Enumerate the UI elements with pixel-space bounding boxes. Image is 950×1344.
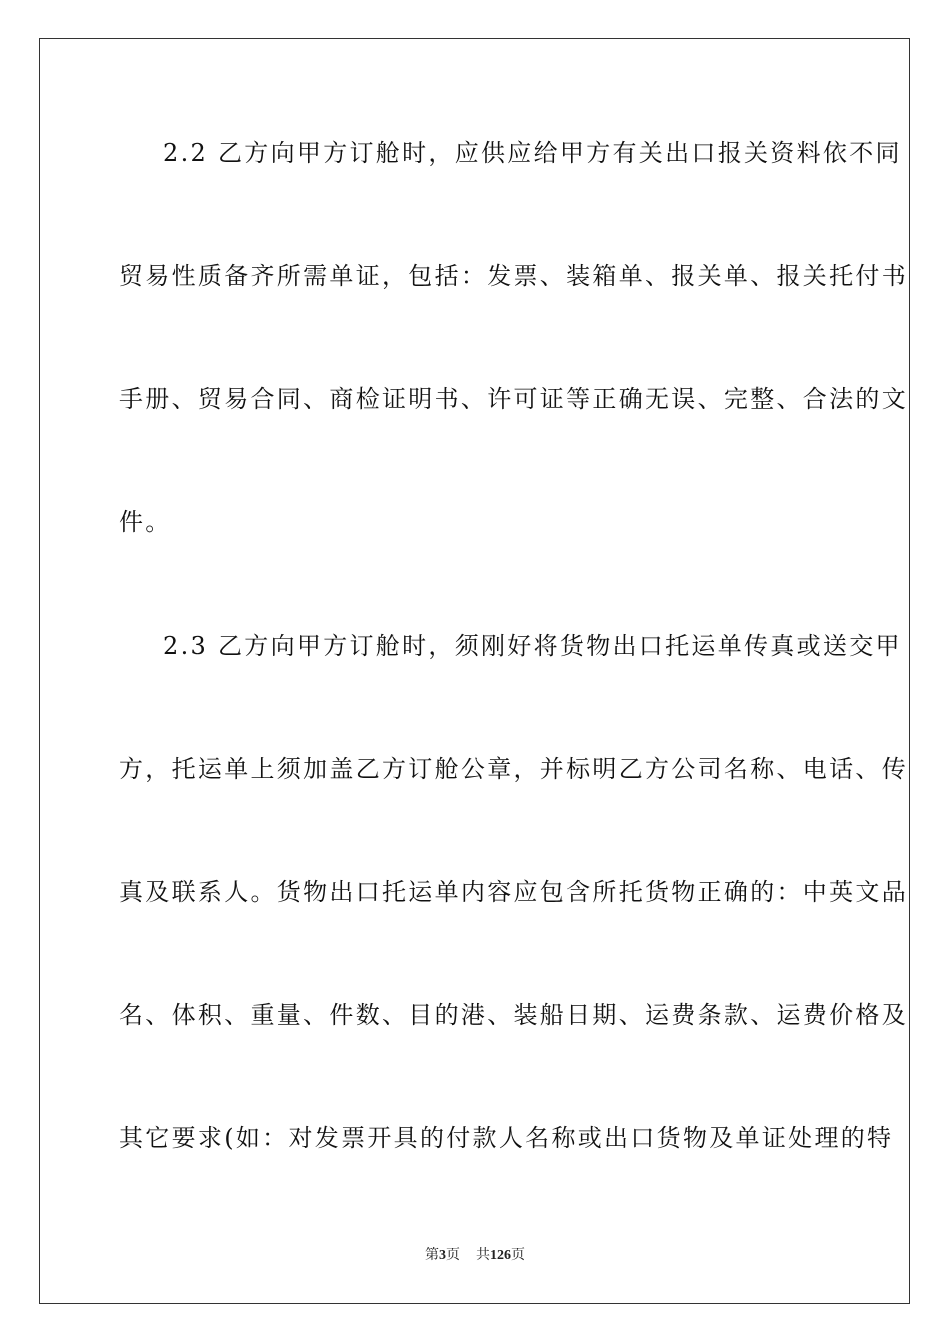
text-line: 2.3 乙方向甲方订舱时，须刚好将货物出口托运单传真或送交甲 bbox=[163, 632, 902, 660]
total-pages: 126 bbox=[490, 1248, 511, 1263]
text-line: 真及联系人。货物出口托运单内容应包含所托货物正确的：中英文品 bbox=[119, 878, 908, 906]
page-footer bbox=[0, 1246, 950, 1265]
text-line: 方，托运单上须加盖乙方订舱公章，并标明乙方公司名称、电话、传 bbox=[119, 755, 908, 783]
text-line: 件。 bbox=[119, 508, 172, 536]
page-number: 3 bbox=[439, 1248, 446, 1263]
text-line: 手册、贸易合同、商检证明书、许可证等正确无误、完整、合法的文 bbox=[119, 385, 908, 413]
text-line: 其它要求(如：对发票开具的付款人名称或出口货物及单证处理的特 bbox=[119, 1124, 894, 1152]
text-line: 贸易性质备齐所需单证，包括：发票、装箱单、报关单、报关托付书 bbox=[119, 262, 908, 290]
page-border bbox=[39, 38, 910, 1304]
page-suffix: 页 bbox=[446, 1247, 460, 1263]
total-prefix: 共 bbox=[476, 1247, 490, 1263]
text-line: 2.2 乙方向甲方订舱时，应供应给甲方有关出口报关资料依不同 bbox=[163, 139, 902, 167]
text-line: 名、体积、重量、件数、目的港、装船日期、运费条款、运费价格及 bbox=[119, 1001, 908, 1029]
page-prefix: 第 bbox=[425, 1247, 439, 1263]
total-suffix: 页 bbox=[511, 1247, 525, 1263]
